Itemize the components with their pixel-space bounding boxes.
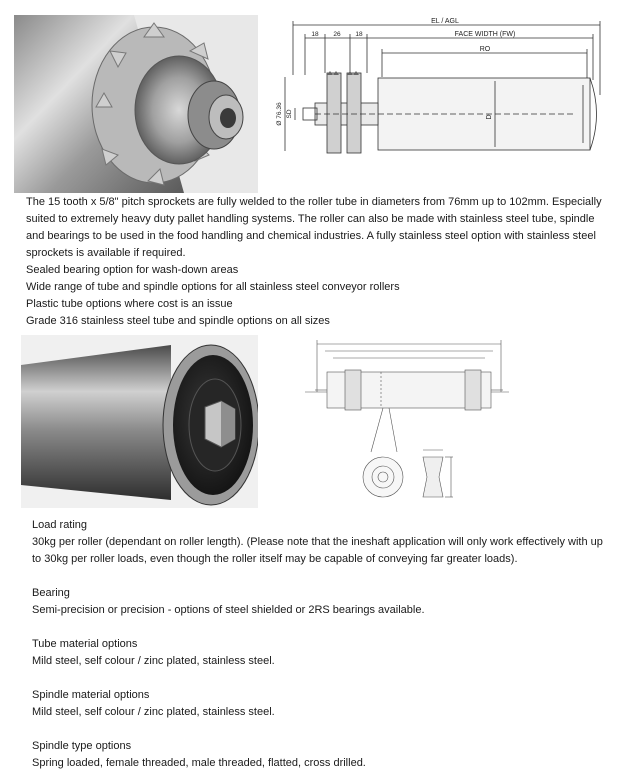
spec-title: Spindle material options — [32, 689, 150, 701]
dim-18-left: 18 — [311, 31, 319, 38]
face-width-label: FACE WIDTH (FW) — [454, 31, 516, 38]
roller-end-drawing — [305, 332, 510, 512]
intro-paragraph — [26, 194, 606, 330]
spec-title: Spindle type options — [32, 740, 132, 752]
diameter-label: Ø 76.36 — [276, 102, 283, 126]
spec-spindle-material — [32, 687, 607, 721]
feature-item: Grade 316 stainless steel tube and spindle options on all sizes — [26, 315, 330, 327]
spec-text: to 30kg per roller loads, even though the roller itself may be capable of conveying far greater loads). — [32, 553, 518, 565]
intro-line: sprockets is available if required. — [26, 247, 186, 259]
spec-text: Semi-precision or precision - options of steel shielded or 2RS bearings available. — [32, 604, 425, 616]
roller-end-photo — [21, 335, 258, 508]
sprocket-roller-photo — [14, 15, 258, 193]
feature-item: Plastic tube options where cost is an issue — [26, 298, 233, 310]
sprocket-roller-drawing — [275, 15, 610, 165]
spec-tube-material — [32, 636, 607, 670]
d-label: D — [486, 114, 493, 120]
el-agl-label: EL / AGL — [431, 18, 459, 25]
spec-text: Mild steel, self colour / zinc plated, stainless steel. — [32, 655, 275, 667]
spec-title: Bearing — [32, 587, 70, 599]
ro-label: RO — [479, 46, 491, 53]
sd-label: SD — [286, 109, 293, 119]
spec-bearing — [32, 585, 607, 619]
spec-load-rating — [32, 517, 607, 568]
spec-title: Load rating — [32, 519, 88, 531]
spec-text: Spring loaded, female threaded, male threaded, flatted, cross drilled. — [32, 757, 366, 769]
intro-line: and bearings to be used in the food handling and chemical industries. A fully stainless steel option with stainless steel — [26, 230, 596, 242]
spec-text: 30kg per roller (dependant on roller length). (Please note that the ineshaft application will only work effectively with up — [32, 536, 603, 548]
feature-item: Wide range of tube and spindle options for all stainless steel conveyor rollers — [26, 281, 400, 293]
intro-line: suited to extremely heavy duty pallet handling systems. The roller can also be made with stainless steel tube, spindle — [26, 213, 595, 225]
feature-item: Sealed bearing option for wash-down areas — [26, 264, 239, 276]
dim-26: 26 — [333, 31, 341, 38]
dim-18-right: 18 — [355, 31, 363, 38]
intro-line: The 15 tooth x 5/8" pitch sprockets are fully welded to the roller tube in diameters from 76mm up to 102mm. Especially — [26, 196, 602, 208]
spec-spindle-type — [32, 738, 607, 772]
spec-text: Mild steel, self colour / zinc plated, stainless steel. — [32, 706, 275, 718]
spec-title: Tube material options — [32, 638, 138, 650]
